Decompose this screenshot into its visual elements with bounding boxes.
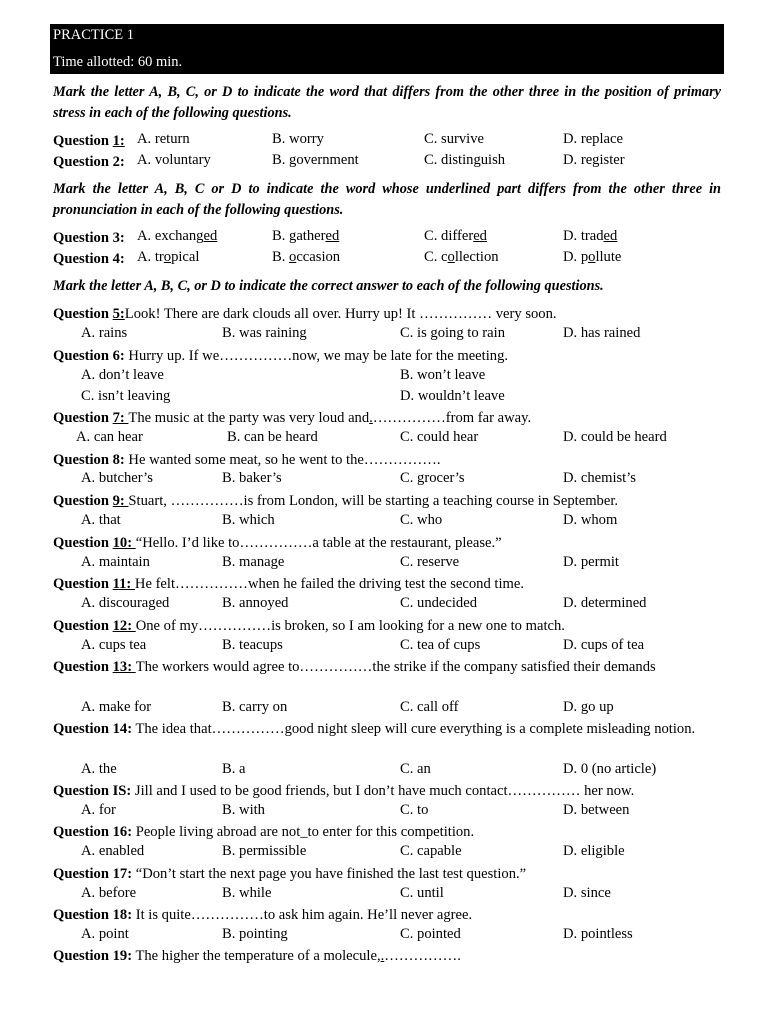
question-15-option-d[interactable]: D. between: [563, 802, 630, 818]
question-9-option-a[interactable]: A. that: [81, 512, 121, 528]
question-3-option-a[interactable]: A. exchanged: [137, 228, 218, 244]
question-2-option-b[interactable]: B. government: [272, 152, 359, 168]
question-8-option-a[interactable]: A. butcher’s: [81, 470, 153, 486]
question-15-stem: Question IS: Jill and I used to be good friends, but I don’t have much contact…………… her now.: [53, 783, 635, 799]
question-2-stem: Question 2:: [53, 154, 125, 170]
question-3-option-d[interactable]: D. traded: [563, 228, 618, 244]
question-7-option-c[interactable]: C. could hear: [400, 429, 479, 445]
question-6-option-d[interactable]: D. wouldn’t leave: [400, 388, 505, 404]
question-16-option-b[interactable]: B. permissible: [222, 843, 307, 859]
question-19-stem: Question 19: The higher the temperature of a molecule,.…………….: [53, 948, 461, 964]
question-8-option-d[interactable]: D. chemist’s: [563, 470, 636, 486]
question-7-option-d[interactable]: D. could be heard: [563, 429, 667, 445]
question-1-option-c[interactable]: C. survive: [424, 131, 484, 147]
question-18-option-b[interactable]: B. pointing: [222, 926, 288, 942]
question-16-stem: Question 16: People living abroad are not_to enter for this competition.: [53, 824, 475, 840]
question-12-stem: Question 12: One of my……………is broken, so I am looking for a new one to match.: [53, 618, 565, 634]
question-8-option-b[interactable]: B. baker’s: [222, 470, 282, 486]
question-10-option-c[interactable]: C. reserve: [400, 554, 460, 570]
question-12-option-b[interactable]: B. teacups: [222, 637, 283, 653]
question-3-option-b[interactable]: B. gathered: [272, 228, 340, 244]
question-2-option-a[interactable]: A. voluntary: [137, 152, 211, 168]
question-2-option-d[interactable]: D. register: [563, 152, 625, 168]
question-16-option-d[interactable]: D. eligible: [563, 843, 625, 859]
question-3-stem: Question 3:: [53, 230, 125, 246]
question-13-option-b[interactable]: B. carry on: [222, 699, 288, 715]
instruction-stress: Mark the letter A, B, C, or D to indicate the word that differs from the other three in the position of primary stress in each of the following questions.: [53, 84, 721, 121]
question-15-option-a[interactable]: A. for: [81, 802, 116, 818]
question-14-stem: Question 14: The idea that……………good night sleep will cure everything is a complete misleading notion.: [53, 721, 696, 737]
question-15-option-c[interactable]: C. to: [400, 802, 429, 818]
question-4-option-a[interactable]: A. tropical: [137, 249, 200, 265]
question-14-option-b[interactable]: B. a: [222, 761, 246, 777]
question-11-option-c[interactable]: C. undecided: [400, 595, 478, 611]
question-18-option-d[interactable]: D. pointless: [563, 926, 633, 942]
question-9-option-c[interactable]: C. who: [400, 512, 443, 528]
question-1-stem: Question 1:: [53, 133, 125, 149]
question-14-option-d[interactable]: D. 0 (no article): [563, 761, 657, 777]
question-4-stem: Question 4:: [53, 251, 125, 267]
question-13-stem: Question 13: The workers would agree to……………the strike if the company satisfied their demands: [53, 659, 656, 675]
question-5-stem: Question 5:Look! There are dark clouds all over. Hurry up! It …………… very soon.: [53, 306, 557, 322]
question-5-option-a[interactable]: A. rains: [81, 325, 128, 341]
question-6-option-a[interactable]: A. don’t leave: [81, 367, 164, 383]
question-7-option-b[interactable]: B. can be heard: [227, 429, 318, 445]
question-1-option-d[interactable]: D. replace: [563, 131, 623, 147]
question-2-option-c[interactable]: C. distinguish: [424, 152, 506, 168]
question-10-option-b[interactable]: B. manage: [222, 554, 285, 570]
question-9-stem: Question 9: Stuart, ……………is from London, will be starting a teaching course in September.: [53, 493, 619, 509]
instruction-correct-answer: Mark the letter A, B, C, or D to indicate the correct answer to each of the following questions.: [53, 278, 604, 294]
question-17-stem: Question 17: “Don’t start the next page you have finished the last test question.”: [53, 866, 527, 882]
question-9-option-d[interactable]: D. whom: [563, 512, 618, 528]
question-11-option-d[interactable]: D. determined: [563, 595, 647, 611]
question-12-option-d[interactable]: D. cups of tea: [563, 637, 645, 653]
question-18-option-a[interactable]: A. point: [81, 926, 129, 942]
question-17-option-b[interactable]: B. while: [222, 885, 272, 901]
question-13-option-d[interactable]: D. go up: [563, 699, 614, 715]
question-5-option-b[interactable]: B. was raining: [222, 325, 307, 341]
question-4-option-c[interactable]: C. collection: [424, 249, 499, 265]
question-12-option-a[interactable]: A. cups tea: [81, 637, 147, 653]
question-12-option-c[interactable]: C. tea of cups: [400, 637, 481, 653]
question-10-option-d[interactable]: D. permit: [563, 554, 619, 570]
question-4-option-b[interactable]: B. occasion: [272, 249, 341, 265]
question-10-option-a[interactable]: A. maintain: [81, 554, 150, 570]
question-11-stem: Question 11: He felt……………when he failed the driving test the second time.: [53, 576, 524, 592]
question-1-option-a[interactable]: A. return: [137, 131, 190, 147]
question-11-option-b[interactable]: B. annoyed: [222, 595, 289, 611]
practice-title: PRACTICE 1: [53, 27, 134, 43]
question-3-option-c[interactable]: C. differed: [424, 228, 487, 244]
question-10-stem: Question 10: “Hello. I’d like to……………a table at the restaurant, please.”: [53, 535, 502, 551]
question-13-option-a[interactable]: A. make for: [81, 699, 152, 715]
time-allotted: Time allotted: 60 min.: [53, 54, 183, 70]
question-1-option-b[interactable]: B. worry: [272, 131, 324, 147]
question-6-option-b[interactable]: B. won’t leave: [400, 367, 486, 383]
question-8-stem: Question 8: He wanted some meat, so he went to the…………….: [53, 452, 441, 468]
question-5-option-c[interactable]: C. is going to rain: [400, 325, 505, 341]
question-7-option-a[interactable]: A. can hear: [76, 429, 143, 445]
question-17-option-d[interactable]: D. since: [563, 885, 611, 901]
question-6-option-c[interactable]: C. isn’t leaving: [81, 388, 171, 404]
question-4-option-d[interactable]: D. pollute: [563, 249, 622, 265]
question-15-option-b[interactable]: B. with: [222, 802, 265, 818]
question-14-option-a[interactable]: A. the: [81, 761, 117, 777]
question-14-option-c[interactable]: C. an: [400, 761, 431, 777]
header-banner: [50, 24, 724, 74]
question-8-option-c[interactable]: C. grocer’s: [400, 470, 465, 486]
question-16-option-a[interactable]: A. enabled: [81, 843, 145, 859]
question-9-option-b[interactable]: B. which: [222, 512, 275, 528]
question-16-option-c[interactable]: C. capable: [400, 843, 462, 859]
question-18-option-c[interactable]: C. pointed: [400, 926, 461, 942]
question-18-stem: Question 18: It is quite……………to ask him again. He’ll never agree.: [53, 907, 473, 923]
question-17-option-c[interactable]: C. until: [400, 885, 444, 901]
question-11-option-a[interactable]: A. discouraged: [81, 595, 170, 611]
question-5-option-d[interactable]: D. has rained: [563, 325, 641, 341]
question-6-stem: Question 6: Hurry up. If we……………now, we may be late for the meeting.: [53, 348, 509, 364]
question-13-option-c[interactable]: C. call off: [400, 699, 459, 715]
question-17-option-a[interactable]: A. before: [81, 885, 137, 901]
question-7-stem: Question 7: The music at the party was very loud and.……………from far away.: [53, 410, 532, 426]
instruction-pronunciation: Mark the letter A, B, C or D to indicate the word whose underlined part differs from the other three in pronunciation in each of the following questions.: [53, 181, 721, 218]
